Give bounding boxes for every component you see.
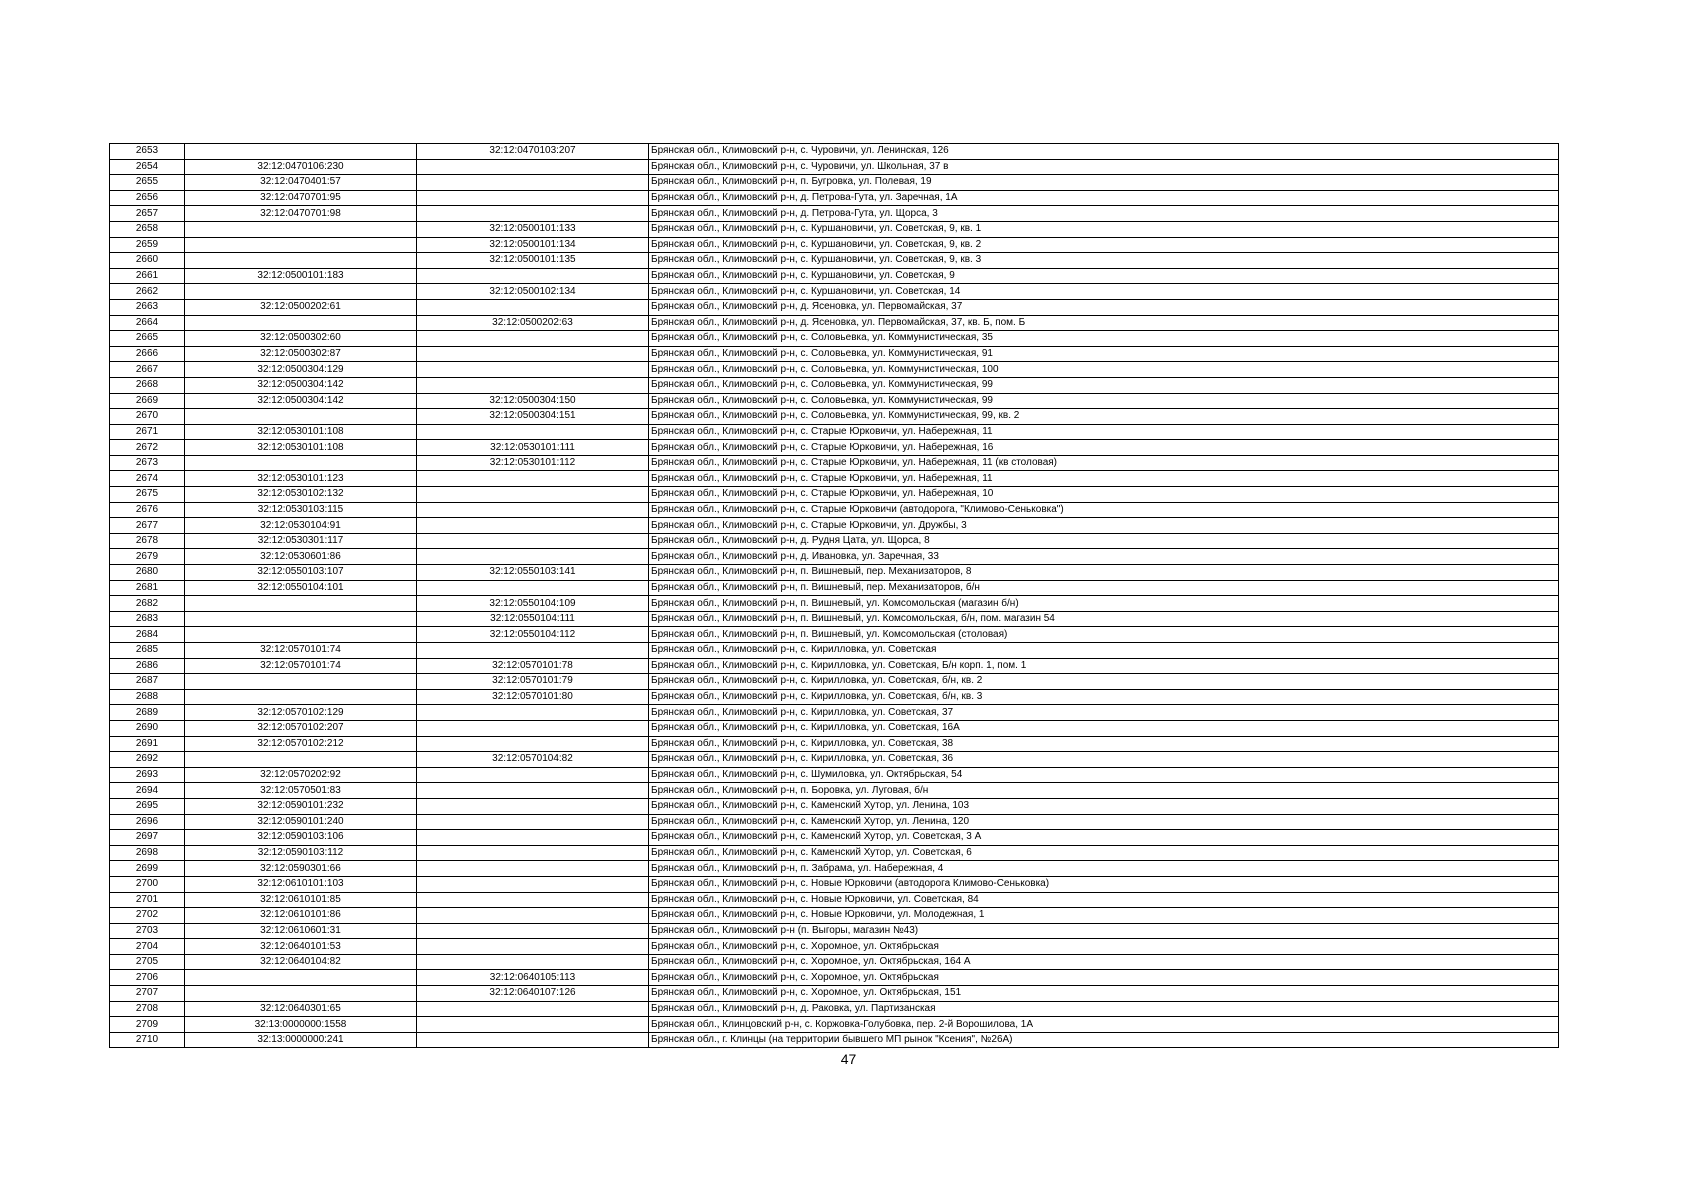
row-number-cell: 2702 [110,908,185,924]
cadastral-number-2-cell [417,580,649,596]
cadastral-number-cell: 32:12:0530601:86 [185,549,417,565]
row-number-cell: 2695 [110,798,185,814]
table-row [110,253,1559,269]
row-number-cell: 2661 [110,268,185,284]
table-row [110,954,1559,970]
row-number-cell: 2697 [110,830,185,846]
row-number-cell: 2654 [110,159,185,175]
row-number-cell: 2688 [110,689,185,705]
cadastral-number-2-cell [417,362,649,378]
cadastral-number-2-cell [417,736,649,752]
table-row [110,814,1559,830]
row-number-cell: 2690 [110,720,185,736]
row-number-cell: 2658 [110,221,185,237]
row-number-cell: 2666 [110,346,185,362]
row-number-cell: 2707 [110,986,185,1002]
cadastral-number-2-cell: 32:12:0500101:133 [417,221,649,237]
cadastral-number-cell [185,970,417,986]
address-cell: Брянская обл., Климовский р-н, п. Вишневый, ул. Комсомольская (магазин б/н) [649,596,1559,612]
address-cell: Брянская обл., Климовский р-н, п. Вишневый, пер. Механизаторов, 8 [649,565,1559,581]
cadastral-number-cell: 32:12:0610101:103 [185,876,417,892]
cadastral-number-cell [185,689,417,705]
row-number-cell: 2655 [110,175,185,191]
cadastral-number-cell [185,627,417,643]
cadastral-number-2-cell [417,705,649,721]
address-cell: Брянская обл., Климовский р-н, д. Ясеновка, ул. Первомайская, 37, кв. Б, пом. Б [649,315,1559,331]
cadastral-number-cell: 32:12:0500302:60 [185,331,417,347]
table-row [110,596,1559,612]
row-number-cell: 2673 [110,455,185,471]
table-row [110,502,1559,518]
row-number-cell: 2699 [110,861,185,877]
address-cell: Брянская обл., Климовский р-н, с. Хоромное, ул. Октябрьская, 151 [649,986,1559,1002]
row-number-cell: 2689 [110,705,185,721]
address-cell: Брянская обл., Климовский р-н, с. Каменский Хутор, ул. Ленина, 120 [649,814,1559,830]
address-cell: Брянская обл., Климовский р-н, с. Чуровичи, ул. Ленинская, 126 [649,144,1559,160]
cadastral-number-cell: 32:12:0570202:92 [185,767,417,783]
table-row [110,206,1559,222]
cadastral-number-cell [185,674,417,690]
address-cell: Брянская обл., Климовский р-н, с. Каменский Хутор, ул. Ленина, 103 [649,798,1559,814]
address-cell: Брянская обл., Климовский р-н (п. Выгоры, магазин №43) [649,923,1559,939]
address-cell: Брянская обл., Климовский р-н, с. Старые Юрковичи, ул. Набережная, 11 (кв столовая) [649,455,1559,471]
table-row [110,175,1559,191]
cadastral-number-2-cell: 32:12:0640105:113 [417,970,649,986]
table-row [110,190,1559,206]
row-number-cell: 2691 [110,736,185,752]
address-cell: Брянская обл., Клинцовский р-н, с. Коржовка-Голубовка, пер. 2-й Ворошилова, 1А [649,1017,1559,1033]
cadastral-number-cell: 32:12:0470701:98 [185,206,417,222]
cadastral-number-2-cell [417,814,649,830]
table-row [110,159,1559,175]
cadastral-number-cell: 32:12:0500304:142 [185,393,417,409]
table-row [110,518,1559,534]
table-row [110,440,1559,456]
cadastral-number-cell [185,237,417,253]
cadastral-number-cell [185,409,417,425]
cadastral-number-cell: 32:12:0570501:83 [185,783,417,799]
cadastral-number-2-cell [417,533,649,549]
row-number-cell: 2686 [110,658,185,674]
cadastral-number-2-cell: 32:12:0500304:151 [417,409,649,425]
cadastral-number-2-cell: 32:12:0570101:80 [417,689,649,705]
row-number-cell: 2670 [110,409,185,425]
cadastral-number-2-cell [417,299,649,315]
address-cell: Брянская обл., Климовский р-н, п. Забрама, ул. Набережная, 4 [649,861,1559,877]
cadastral-number-2-cell [417,643,649,659]
cadastral-number-cell: 32:12:0530102:132 [185,487,417,503]
cadastral-number-2-cell [417,1001,649,1017]
row-number-cell: 2698 [110,845,185,861]
row-number-cell: 2710 [110,1032,185,1048]
cadastral-number-cell: 32:12:0640104:82 [185,954,417,970]
address-cell: Брянская обл., Климовский р-н, с. Куршановичи, ул. Советская, 9 [649,268,1559,284]
address-cell: Брянская обл., Климовский р-н, п. Вишневый, пер. Механизаторов, б/н [649,580,1559,596]
address-cell: Брянская обл., Климовский р-н, с. Соловьевка, ул. Коммунистическая, 35 [649,331,1559,347]
address-cell: Брянская обл., Климовский р-н, с. Кирилловка, ул. Советская, б/н, кв. 2 [649,674,1559,690]
cadastral-number-2-cell: 32:12:0570101:79 [417,674,649,690]
row-number-cell: 2700 [110,876,185,892]
cadastral-number-cell: 32:12:0640301:65 [185,1001,417,1017]
row-number-cell: 2679 [110,549,185,565]
cadastral-number-cell: 32:12:0570101:74 [185,658,417,674]
address-cell: Брянская обл., Климовский р-н, с. Старые Юрковичи, ул. Набережная, 10 [649,487,1559,503]
cadastral-number-2-cell [417,206,649,222]
cadastral-number-2-cell [417,861,649,877]
cadastral-number-cell: 32:12:0590101:232 [185,798,417,814]
address-cell: Брянская обл., Климовский р-н, п. Вишневый, ул. Комсомольская, б/н, пом. магазин 54 [649,611,1559,627]
property-table [109,143,1559,1048]
address-cell: Брянская обл., Климовский р-н, с. Куршановичи, ул. Советская, 9, кв. 3 [649,253,1559,269]
row-number-cell: 2692 [110,752,185,768]
row-number-cell: 2705 [110,954,185,970]
address-cell: Брянская обл., Климовский р-н, с. Кирилловка, ул. Советская, 36 [649,752,1559,768]
cadastral-number-2-cell: 32:12:0500102:134 [417,284,649,300]
row-number-cell: 2701 [110,892,185,908]
cadastral-number-2-cell [417,377,649,393]
row-number-cell: 2708 [110,1001,185,1017]
cadastral-number-2-cell: 32:12:0500101:134 [417,237,649,253]
cadastral-number-cell: 32:12:0530103:115 [185,502,417,518]
table-row [110,674,1559,690]
table-row [110,377,1559,393]
cadastral-number-cell: 32:12:0590301:66 [185,861,417,877]
cadastral-number-2-cell [417,939,649,955]
cadastral-number-2-cell: 32:12:0550104:112 [417,627,649,643]
row-number-cell: 2680 [110,565,185,581]
cadastral-number-cell [185,253,417,269]
table-row [110,611,1559,627]
row-number-cell: 2653 [110,144,185,160]
table-row [110,892,1559,908]
row-number-cell: 2682 [110,596,185,612]
cadastral-number-cell: 32:12:0590103:106 [185,830,417,846]
row-number-cell: 2663 [110,299,185,315]
table-row [110,720,1559,736]
cadastral-number-cell: 32:12:0500202:61 [185,299,417,315]
cadastral-number-2-cell: 32:12:0550104:111 [417,611,649,627]
address-cell: Брянская обл., Климовский р-н, д. Петрова-Гута, ул. Заречная, 1А [649,190,1559,206]
table-row [110,861,1559,877]
address-cell: Брянская обл., Климовский р-н, с. Хоромное, ул. Октябрьская, 164 А [649,954,1559,970]
page-number: 47 [840,1051,857,1067]
cadastral-number-2-cell [417,720,649,736]
cadastral-number-cell: 32:12:0530101:108 [185,424,417,440]
table-row [110,845,1559,861]
row-number-cell: 2657 [110,206,185,222]
cadastral-number-2-cell [417,502,649,518]
row-number-cell: 2677 [110,518,185,534]
cadastral-number-cell: 32:12:0550104:101 [185,580,417,596]
cadastral-number-cell: 32:12:0500304:142 [185,377,417,393]
cadastral-number-cell [185,596,417,612]
address-cell: Брянская обл., Климовский р-н, п. Боровка, ул. Луговая, б/н [649,783,1559,799]
cadastral-number-2-cell [417,830,649,846]
table-row [110,627,1559,643]
address-cell: Брянская обл., Климовский р-н, с. Каменский Хутор, ул. Советская, 3 А [649,830,1559,846]
address-cell: Брянская обл., Климовский р-н, с. Кирилловка, ул. Советская, 16А [649,720,1559,736]
cadastral-number-2-cell [417,1017,649,1033]
table-row [110,331,1559,347]
row-number-cell: 2687 [110,674,185,690]
cadastral-number-2-cell [417,845,649,861]
address-cell: Брянская обл., г. Клинцы (на территории бывшего МП рынок "Ксения", №26А) [649,1032,1559,1048]
table-row [110,986,1559,1002]
table-row [110,752,1559,768]
row-number-cell: 2704 [110,939,185,955]
cadastral-number-cell: 32:13:0000000:1558 [185,1017,417,1033]
table-row [110,658,1559,674]
cadastral-number-2-cell [417,190,649,206]
table-row [110,705,1559,721]
cadastral-number-2-cell [417,424,649,440]
cadastral-number-cell: 32:12:0610101:86 [185,908,417,924]
address-cell: Брянская обл., Климовский р-н, п. Вишневый, ул. Комсомольская (столовая) [649,627,1559,643]
table-row [110,830,1559,846]
address-cell: Брянская обл., Климовский р-н, с. Кирилловка, ул. Советская, Б/н корп. 1, пом. 1 [649,658,1559,674]
cadastral-number-cell [185,144,417,160]
cadastral-number-2-cell [417,487,649,503]
cadastral-number-cell: 32:12:0550103:107 [185,565,417,581]
cadastral-number-cell: 32:12:0570101:74 [185,643,417,659]
table-row [110,409,1559,425]
table-row [110,798,1559,814]
table-row [110,533,1559,549]
cadastral-number-2-cell: 32:12:0570104:82 [417,752,649,768]
cadastral-number-cell: 32:12:0530101:123 [185,471,417,487]
table-row [110,1017,1559,1033]
row-number-cell: 2660 [110,253,185,269]
row-number-cell: 2685 [110,643,185,659]
cadastral-number-cell: 32:12:0530301:117 [185,533,417,549]
cadastral-number-2-cell: 32:12:0500202:63 [417,315,649,331]
cadastral-number-cell: 32:12:0570102:129 [185,705,417,721]
cadastral-number-cell [185,284,417,300]
row-number-cell: 2696 [110,814,185,830]
cadastral-number-cell: 32:13:0000000:241 [185,1032,417,1048]
cadastral-number-2-cell [417,159,649,175]
cadastral-number-2-cell [417,175,649,191]
address-cell: Брянская обл., Климовский р-н, с. Каменский Хутор, ул. Советская, 6 [649,845,1559,861]
address-cell: Брянская обл., Климовский р-н, с. Соловьевка, ул. Коммунистическая, 99 [649,377,1559,393]
row-number-cell: 2675 [110,487,185,503]
table-row [110,315,1559,331]
cadastral-number-2-cell [417,471,649,487]
cadastral-number-2-cell [417,908,649,924]
table-row [110,970,1559,986]
address-cell: Брянская обл., Климовский р-н, с. Старые Юрковичи, ул. Набережная, 11 [649,424,1559,440]
row-number-cell: 2664 [110,315,185,331]
cadastral-number-cell [185,986,417,1002]
address-cell: Брянская обл., Климовский р-н, с. Кирилловка, ул. Советская, 38 [649,736,1559,752]
address-cell: Брянская обл., Климовский р-н, п. Бугровка, ул. Полевая, 19 [649,175,1559,191]
table-row [110,455,1559,471]
row-number-cell: 2674 [110,471,185,487]
cadastral-number-2-cell [417,783,649,799]
table-row [110,549,1559,565]
table-row [110,487,1559,503]
table-row [110,1001,1559,1017]
address-cell: Брянская обл., Климовский р-н, с. Старые Юрковичи, ул. Дружбы, 3 [649,518,1559,534]
table-row [110,393,1559,409]
cadastral-number-cell: 32:12:0590101:240 [185,814,417,830]
cadastral-number-2-cell [417,518,649,534]
cadastral-number-cell: 32:12:0610101:85 [185,892,417,908]
table-row [110,736,1559,752]
table-row [110,144,1559,160]
row-number-cell: 2683 [110,611,185,627]
table-row [110,643,1559,659]
address-cell: Брянская обл., Климовский р-н, с. Старые Юрковичи, ул. Набережная, 16 [649,440,1559,456]
cadastral-number-2-cell: 32:12:0470103:207 [417,144,649,160]
address-cell: Брянская обл., Климовский р-н, с. Кирилловка, ул. Советская, б/н, кв. 3 [649,689,1559,705]
address-cell: Брянская обл., Климовский р-н, д. Рудня Цата, ул. Щорса, 8 [649,533,1559,549]
cadastral-number-2-cell: 32:12:0570101:78 [417,658,649,674]
row-number-cell: 2693 [110,767,185,783]
address-cell: Брянская обл., Климовский р-н, с. Новые Юрковичи, ул. Советская, 84 [649,892,1559,908]
address-cell: Брянская обл., Климовский р-н, с. Кирилловка, ул. Советская, 37 [649,705,1559,721]
row-number-cell: 2669 [110,393,185,409]
cadastral-number-cell [185,752,417,768]
table-row [110,299,1559,315]
table-row [110,923,1559,939]
address-cell: Брянская обл., Климовский р-н, с. Куршановичи, ул. Советская, 9, кв. 2 [649,237,1559,253]
cadastral-number-2-cell [417,923,649,939]
cadastral-number-2-cell [417,798,649,814]
cadastral-number-2-cell [417,767,649,783]
row-number-cell: 2662 [110,284,185,300]
cadastral-number-2-cell: 32:12:0530101:112 [417,455,649,471]
cadastral-number-cell [185,221,417,237]
row-number-cell: 2709 [110,1017,185,1033]
cadastral-number-2-cell: 32:12:0500101:135 [417,253,649,269]
row-number-cell: 2678 [110,533,185,549]
address-cell: Брянская обл., Климовский р-н, с. Старые Юрковичи (автодорога, "Климово-Сеньковка") [649,502,1559,518]
cadastral-number-cell: 32:12:0530104:91 [185,518,417,534]
row-number-cell: 2659 [110,237,185,253]
cadastral-number-cell: 32:12:0610601:31 [185,923,417,939]
cadastral-number-2-cell [417,876,649,892]
row-number-cell: 2681 [110,580,185,596]
address-cell: Брянская обл., Климовский р-н, с. Кирилловка, ул. Советская [649,643,1559,659]
row-number-cell: 2706 [110,970,185,986]
cadastral-number-2-cell [417,346,649,362]
cadastral-number-cell: 32:12:0500101:183 [185,268,417,284]
row-number-cell: 2672 [110,440,185,456]
row-number-cell: 2671 [110,424,185,440]
address-cell: Брянская обл., Климовский р-н, с. Куршановичи, ул. Советская, 9, кв. 1 [649,221,1559,237]
cadastral-number-2-cell [417,268,649,284]
table-row [110,908,1559,924]
address-cell: Брянская обл., Климовский р-н, с. Старые Юрковичи, ул. Набережная, 11 [649,471,1559,487]
cadastral-number-2-cell [417,892,649,908]
table-row [110,939,1559,955]
table-row [110,362,1559,378]
address-cell: Брянская обл., Климовский р-н, с. Чуровичи, ул. Школьная, 37 в [649,159,1559,175]
cadastral-number-2-cell: 32:12:0550103:141 [417,565,649,581]
table-row [110,783,1559,799]
cadastral-number-cell: 32:12:0470701:95 [185,190,417,206]
row-number-cell: 2667 [110,362,185,378]
table-row [110,284,1559,300]
cadastral-number-cell: 32:12:0530101:108 [185,440,417,456]
cadastral-number-2-cell [417,1032,649,1048]
table-row [110,580,1559,596]
address-cell: Брянская обл., Климовский р-н, д. Раковка, ул. Партизанская [649,1001,1559,1017]
address-cell: Брянская обл., Климовский р-н, с. Куршановичи, ул. Советская, 14 [649,284,1559,300]
address-cell: Брянская обл., Климовский р-н, с. Шумиловка, ул. Октябрьская, 54 [649,767,1559,783]
row-number-cell: 2684 [110,627,185,643]
cadastral-number-cell: 32:12:0500302:87 [185,346,417,362]
row-number-cell: 2694 [110,783,185,799]
table-row [110,876,1559,892]
cadastral-number-2-cell [417,331,649,347]
address-cell: Брянская обл., Климовский р-н, с. Новые Юрковичи, ул. Молодежная, 1 [649,908,1559,924]
address-cell: Брянская обл., Климовский р-н, д. Ивановка, ул. Заречная, 33 [649,549,1559,565]
cadastral-number-cell: 32:12:0570102:212 [185,736,417,752]
table-row [110,424,1559,440]
cadastral-number-cell [185,315,417,331]
cadastral-number-2-cell: 32:12:0550104:109 [417,596,649,612]
row-number-cell: 2676 [110,502,185,518]
table-row [110,221,1559,237]
cadastral-number-cell [185,611,417,627]
cadastral-number-2-cell: 32:12:0640107:126 [417,986,649,1002]
address-cell: Брянская обл., Климовский р-н, с. Соловьевка, ул. Коммунистическая, 91 [649,346,1559,362]
row-number-cell: 2665 [110,331,185,347]
row-number-cell: 2656 [110,190,185,206]
cadastral-number-2-cell [417,549,649,565]
table-row [110,346,1559,362]
cadastral-number-2-cell [417,954,649,970]
table-row [110,268,1559,284]
address-cell: Брянская обл., Климовский р-н, д. Ясеновка, ул. Первомайская, 37 [649,299,1559,315]
cadastral-number-cell: 32:12:0640101:53 [185,939,417,955]
cadastral-number-cell: 32:12:0590103:112 [185,845,417,861]
address-cell: Брянская обл., Климовский р-н, с. Соловьевка, ул. Коммунистическая, 99, кв. 2 [649,409,1559,425]
address-cell: Брянская обл., Климовский р-н, с. Соловьевка, ул. Коммунистическая, 99 [649,393,1559,409]
table-row [110,471,1559,487]
address-cell: Брянская обл., Климовский р-н, д. Петрова-Гута, ул. Щорса, 3 [649,206,1559,222]
cadastral-number-cell [185,455,417,471]
table-row [110,1032,1559,1048]
address-cell: Брянская обл., Климовский р-н, с. Хоромное, ул. Октябрьская [649,939,1559,955]
cadastral-number-cell: 32:12:0470401:57 [185,175,417,191]
table-row [110,565,1559,581]
cadastral-number-2-cell: 32:12:0530101:111 [417,440,649,456]
cadastral-number-cell: 32:12:0470106:230 [185,159,417,175]
address-cell: Брянская обл., Климовский р-н, с. Соловьевка, ул. Коммунистическая, 100 [649,362,1559,378]
table-row [110,689,1559,705]
cadastral-number-cell: 32:12:0570102:207 [185,720,417,736]
table-row [110,767,1559,783]
address-cell: Брянская обл., Климовский р-н, с. Новые Юрковичи (автодорога Климово-Сеньковка) [649,876,1559,892]
cadastral-number-cell: 32:12:0500304:129 [185,362,417,378]
row-number-cell: 2668 [110,377,185,393]
address-cell: Брянская обл., Климовский р-н, с. Хоромное, ул. Октябрьская [649,970,1559,986]
table-row [110,237,1559,253]
table-body [110,144,1559,1048]
row-number-cell: 2703 [110,923,185,939]
cadastral-number-2-cell: 32:12:0500304:150 [417,393,649,409]
